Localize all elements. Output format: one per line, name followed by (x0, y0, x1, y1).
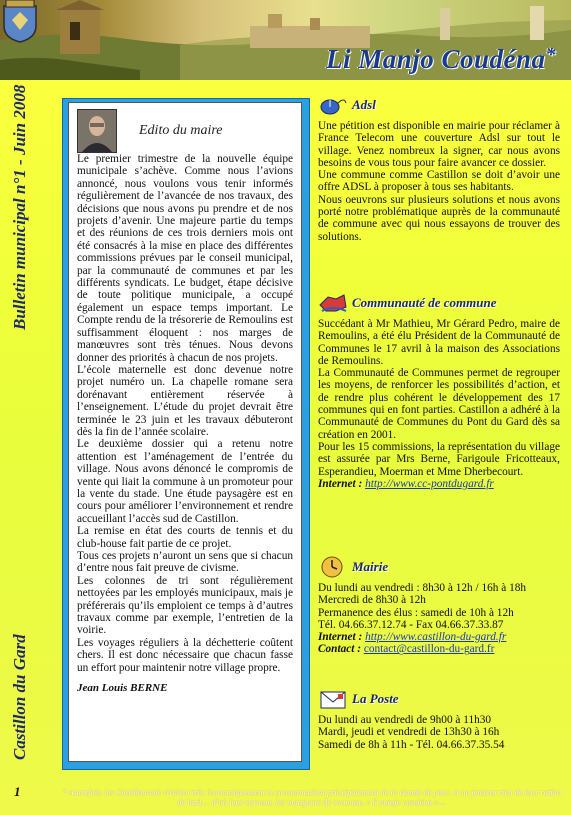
contact-email-link[interactable]: contact@castillon-du-gard.fr (363, 643, 495, 656)
edito-box (68, 102, 302, 762)
internet-line (318, 631, 560, 643)
phone-line: Tél. 04.66.37.12.74 - Fax 04.66.37.33.87 (318, 618, 504, 631)
footnote: * Autrefois, les Castillonnais vivaient très économiquement et consommaient principalement de la viande de porc, et ne jetaient rien de leur ration de lard… d’où leur surnom, les mangeurs de couenne, « li manjo coudéna »… (62, 788, 562, 807)
edito-paragraph: Le premier trimestre de la nouvelle équipe municipale s’achève. Comme nous l’avions annoncé, nous voulons vous tenir informés régulièrement de l’avancée de nos travaux, des décisions que nous avons pu prendre et de nos projets d’avenir. Une majeure partie du temps et des réunions de ces trois derniers mois ont été consacrés à la mise en place des différentes commissions prévues par le conseil municipal, par la communauté de communes et par les différents syndicats. Le budget, étape décisive de toute politique municipale, a occupé également un espace temps important. Le Compte rendu de la trésorerie de Remoulins est suffisamment éloquent : nos marges de manœuvres sont très ténues. Nous devons donner des priorités à chacun de nos projets. (77, 153, 293, 364)
hours-line: Du lundi au vendredi : 8h30 à 12h / 16h à 18h (318, 582, 527, 594)
section-title: Mairie (352, 558, 389, 574)
header-banner (0, 0, 571, 80)
community-map-icon (318, 291, 348, 315)
edito-paragraph: La remise en état des courts de tennis et du club-house fait partie de ce projet. (77, 525, 293, 550)
crest-icon (0, 0, 40, 44)
internet-line (318, 478, 560, 490)
section-communaute (318, 290, 560, 490)
section-paragraph: Pour les 15 commissions, la représentation du village est assurée par Mrs Berne, Farigoule Fricotteaux, Esperandieu, Moerman et Mme Dherbecourt. (318, 440, 560, 478)
mairie-link[interactable]: http://www.castillon-du-gard.fr (365, 631, 507, 644)
section-title: La Poste (352, 690, 399, 706)
clock-icon (318, 555, 348, 579)
envelope-icon (318, 687, 348, 711)
internet-label: Internet : (318, 631, 363, 644)
newsletter-title: Li Manjo Coudéna* (326, 44, 557, 74)
section-paragraph: Succédant à Mr Mathieu, Mr Gérard Pedro, maire de Remoulins, a été élu Président de la Communauté de Communes le 17 avril à la maison des Associations de Remoulins. (318, 318, 560, 367)
section-header (318, 686, 560, 712)
village-name: Castillon du Gard (10, 634, 29, 760)
edito-paragraph: Les colonnes de tri sont régulièrement nettoyées par les employés municipaux, mais je préférerais qu’ils emploient ce temps à d’autres travaux comme par exemple, l’entretien de la voirie. (77, 574, 293, 637)
portrait-icon (78, 110, 116, 152)
section-poste (318, 686, 560, 751)
edito-paragraph: Les voyages réguliers à la déchetterie coûtent chers. Il est donc nécessaire que chacun fasse un effort pour maintenir notre village propre. (77, 636, 293, 674)
bulletin-issue: Bulletin municipal n°1 - Juin 2008 (10, 84, 29, 330)
section-paragraph: La Communauté de Communes permet de regrouper les moyens, de renforcer les possibilités d’action, et de rendre plus cohérent le développement des 17 communes qui en font parties. Castillon a adhéré à la Communauté de Communes du Pont du Gard dès sa création en 2001. (318, 367, 560, 441)
hours-line: Mardi, jeudi et vendredi de 13h30 à 16h (318, 726, 500, 739)
contact-line (318, 643, 560, 655)
section-title: Adsl (352, 96, 376, 112)
hours-line: Samedi de 8h à 11h - Tél. 04.66.37.35.54 (318, 738, 505, 751)
edito-paragraph: L’école maternelle est donc devenue notre projet numéro un. La chapelle romane sera dorénavant entièrement réservée à l’enseignement. L’étude du projet devrait être terminée le 23 juin et les travaux débuteront dès la fin de l’année scolaire. (77, 363, 293, 438)
edito-paragraph: Tous ces projets n’auront un sens que si chacun d’entre nous fait preuve de civisme. (77, 550, 293, 575)
section-header (318, 92, 560, 118)
section-header (318, 554, 560, 580)
section-mairie (318, 554, 560, 656)
mayor-photo (77, 109, 117, 153)
edito-paragraph: Le deuxième dossier qui a retenu notre attention est l’aménagement de l’entrée du village. Nous avons dénoncé le compromis de vente qui liait la commune à un promoteur pour la vente du stade. Une étude paysagère est en cours pour améliorer l’environnement et rendre accueillant l’accès sud de Castillon. (77, 438, 293, 525)
edito-title: Edito du maire (139, 122, 223, 138)
section-header (318, 290, 560, 316)
section-paragraph: Nous oeuvrons sur plusieurs solutions et nous avons porté notre problématique auprès de la communauté de commune avec qui nous essayons de trouver des solutions. (318, 193, 560, 243)
edito-signature: Jean Louis BERNE (77, 682, 168, 695)
section-adsl (318, 92, 560, 243)
page-number: 1 (14, 784, 21, 799)
communaute-link[interactable]: http://www.cc-pontdugard.fr (365, 477, 494, 490)
internet-label: Internet : (318, 477, 363, 490)
section-title: Communauté de commune (352, 294, 497, 310)
section-paragraph: Une commune comme Castillon se doit d’avoir une offre ADSL à proposer à tous ses habitants. (318, 169, 560, 194)
contact-label: Contact : (318, 643, 361, 656)
hours-line: Mercredi de 8h30 à 12h (318, 594, 426, 607)
hours-line: Permanence des élus : samedi de 10h à 12h (318, 606, 514, 619)
edito-header (77, 109, 293, 153)
section-paragraph: Une pétition est disponible en mairie pour réclamer à France Telecom une couverture Adsl sur tout le village. Venez nombreux la signer, car nous avons besoins de vous tous pour faire avancer ce dossier. (318, 120, 560, 169)
hours-line: Du lundi au vendredi de 9h00 à 11h30 (318, 714, 492, 726)
mouse-icon (318, 93, 348, 117)
